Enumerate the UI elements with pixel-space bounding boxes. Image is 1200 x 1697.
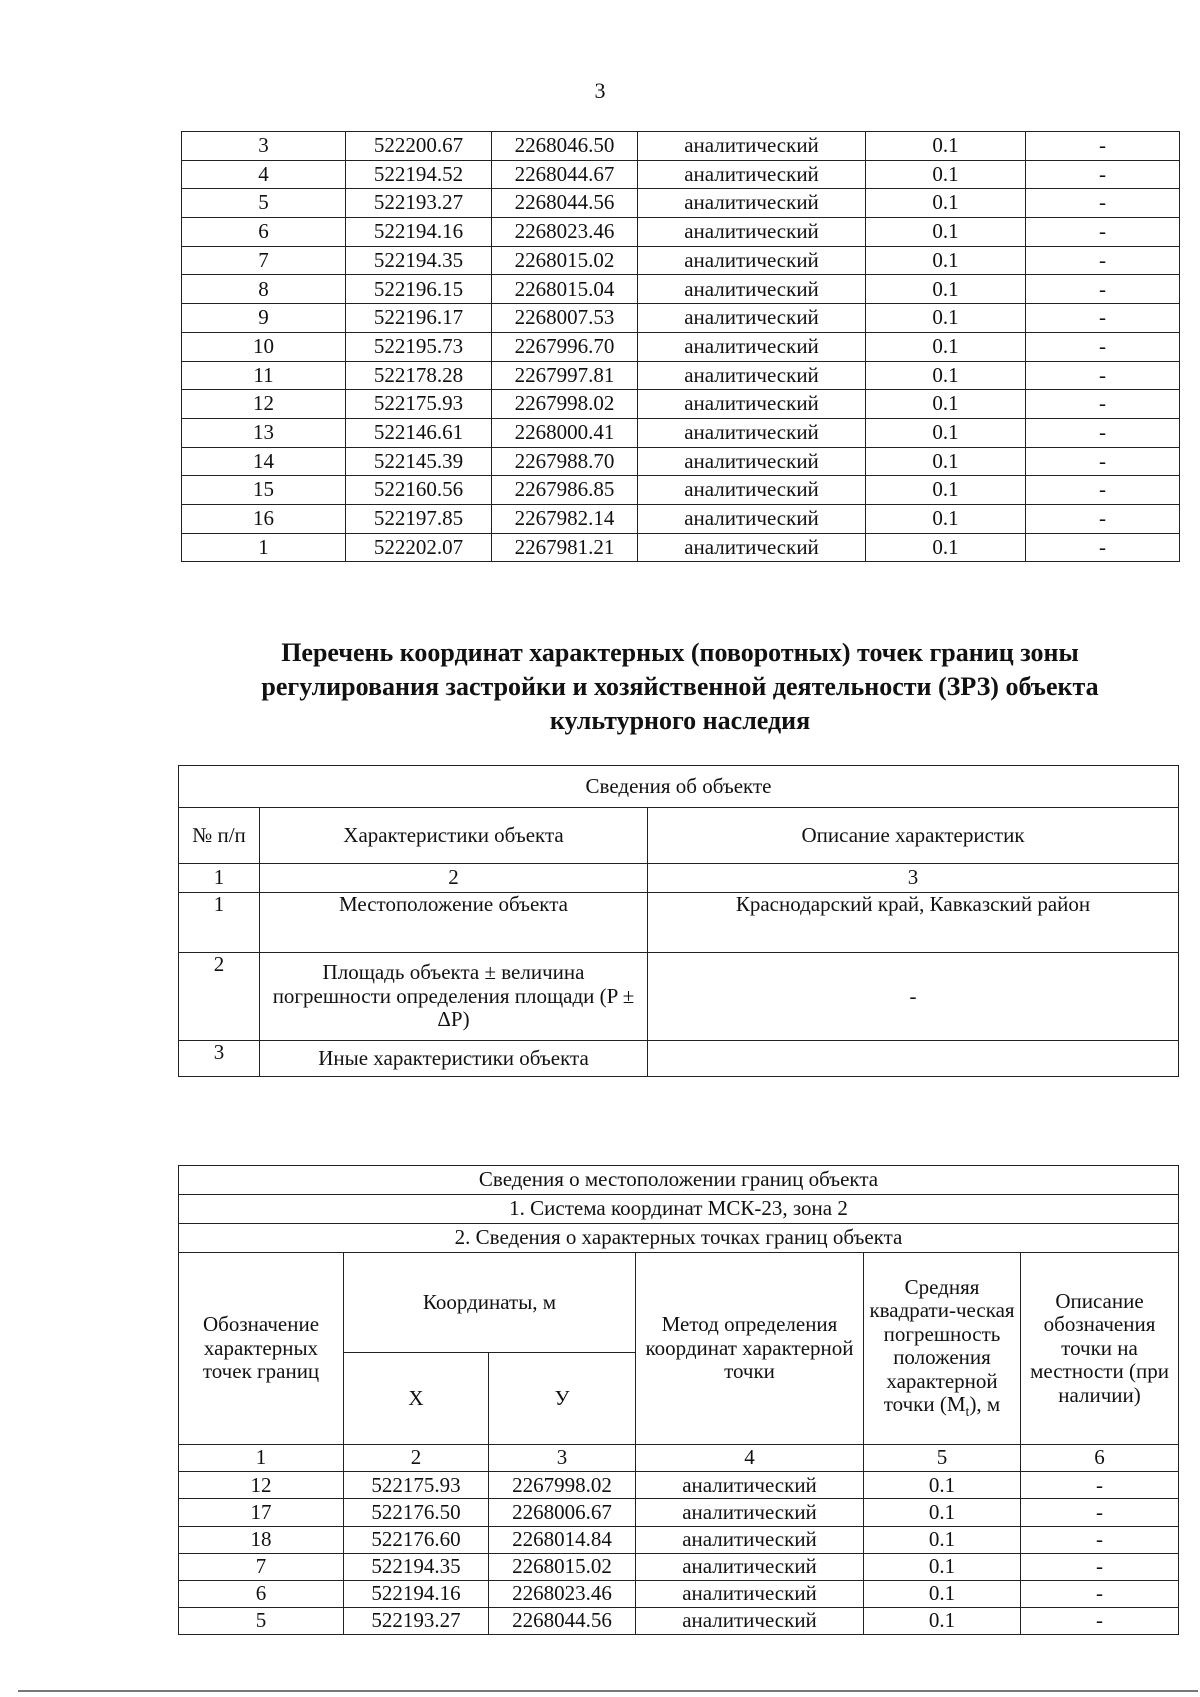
cell-method: аналитический [636, 1499, 864, 1526]
cell-coord-x: 522193.27 [346, 189, 492, 218]
cell-error: 0.1 [866, 504, 1026, 533]
table-row [182, 189, 1180, 218]
cell-error: 0.1 [866, 160, 1026, 189]
cell-description: - [1026, 390, 1180, 419]
col-index: 6 [1021, 1445, 1179, 1472]
col-x-header: X [344, 1353, 489, 1445]
cell-description: - [1026, 132, 1180, 161]
cell-method: аналитический [638, 246, 866, 275]
cell-coord-y: 2268023.46 [492, 218, 638, 247]
table-row [182, 447, 1180, 476]
cell-description: - [1021, 1553, 1179, 1580]
table-row [179, 1553, 1179, 1580]
col-index: 2 [344, 1445, 489, 1472]
cell-coord-y: 2268000.41 [492, 418, 638, 447]
cell-error: 0.1 [864, 1608, 1021, 1635]
cell-error: 0.1 [864, 1526, 1021, 1553]
cell-description: - [1026, 246, 1180, 275]
cell-error: 0.1 [864, 1499, 1021, 1526]
cell-error: 0.1 [866, 418, 1026, 447]
cell-error: 0.1 [866, 132, 1026, 161]
row-characteristic: Местоположение объекта [260, 893, 648, 953]
cell-point-id: 17 [179, 1499, 344, 1526]
cell-error: 0.1 [864, 1553, 1021, 1580]
row-description: Краснодарский край, Кавказский район [648, 893, 1179, 953]
cell-error: 0.1 [866, 533, 1026, 562]
cell-coord-x: 522194.35 [344, 1553, 489, 1580]
cell-coord-x: 522175.93 [346, 390, 492, 419]
cell-point-id: 13 [182, 418, 346, 447]
row-description [648, 1041, 1179, 1077]
cell-coord-x: 522145.39 [346, 447, 492, 476]
cell-coord-y: 2268044.67 [492, 160, 638, 189]
cell-point-id: 5 [182, 189, 346, 218]
cell-error: 0.1 [866, 275, 1026, 304]
col-num-header: № п/п [179, 808, 260, 864]
cell-method: аналитический [638, 361, 866, 390]
cell-coord-x: 522193.27 [344, 1608, 489, 1635]
cell-coord-x: 522176.60 [344, 1526, 489, 1553]
cell-description: - [1026, 447, 1180, 476]
cell-method: аналитический [638, 304, 866, 333]
cell-coord-x: 522197.85 [346, 504, 492, 533]
cell-coord-x: 522160.56 [346, 476, 492, 505]
cell-method: аналитический [636, 1580, 864, 1607]
cell-description: - [1026, 304, 1180, 333]
cell-error: 0.1 [866, 361, 1026, 390]
points-title: 2. Сведения о характерных точках границ объекта [179, 1224, 1179, 1253]
cell-error: 0.1 [866, 390, 1026, 419]
cell-coord-y: 2268014.84 [489, 1526, 636, 1553]
cell-description: - [1026, 218, 1180, 247]
table-row [182, 160, 1180, 189]
col-descr-header: Описание обозначения точки на местности (при наличии) [1021, 1253, 1179, 1445]
column-index-row [179, 1445, 1179, 1472]
cell-point-id: 10 [182, 332, 346, 361]
cell-coord-y: 2268023.46 [489, 1580, 636, 1607]
cell-coord-y: 2267997.81 [492, 361, 638, 390]
cell-point-id: 6 [179, 1580, 344, 1607]
cell-description: - [1026, 275, 1180, 304]
cell-coord-y: 2268046.50 [492, 132, 638, 161]
col-index: 3 [648, 864, 1179, 893]
cell-method: аналитический [638, 275, 866, 304]
table-row [182, 418, 1180, 447]
cell-error: 0.1 [866, 304, 1026, 333]
cell-coord-y: 2268044.56 [492, 189, 638, 218]
cell-description: - [1021, 1580, 1179, 1607]
cell-coord-x: 522194.35 [346, 246, 492, 275]
table-row [182, 304, 1180, 333]
cell-coord-y: 2267996.70 [492, 332, 638, 361]
row-characteristic: Площадь объекта ± величина погрешности определения площади (P ± ΔP) [260, 953, 648, 1041]
table-row [182, 361, 1180, 390]
col-coords-header: Координаты, м [344, 1253, 636, 1353]
table-row [182, 132, 1180, 161]
col-y-header: У [489, 1353, 636, 1445]
cell-error: 0.1 [864, 1580, 1021, 1607]
cell-coord-x: 522195.73 [346, 332, 492, 361]
cell-coord-y: 2267982.14 [492, 504, 638, 533]
cell-coord-x: 522176.50 [344, 1499, 489, 1526]
table-row [179, 1472, 1179, 1499]
cell-coord-x: 522194.16 [346, 218, 492, 247]
cell-coord-y: 2267988.70 [492, 447, 638, 476]
col-error-header: Средняя квадрати-ческая погрешность положения характерной точки $(M_t)$, м [864, 1253, 1021, 1445]
section-heading [170, 636, 1190, 738]
cell-error: 0.1 [864, 1472, 1021, 1499]
boundaries-title: Сведения о местоположении границ объекта [179, 1166, 1179, 1195]
cell-point-id: 9 [182, 304, 346, 333]
cell-error: 0.1 [866, 447, 1026, 476]
cell-description: - [1026, 533, 1180, 562]
cell-method: аналитический [638, 332, 866, 361]
table-row [182, 504, 1180, 533]
heading-line-3: культурного наследия [549, 706, 811, 735]
table-row [182, 275, 1180, 304]
col-characteristics-header: Характеристики объекта [260, 808, 648, 864]
cell-point-id: 8 [182, 275, 346, 304]
cell-coord-y: 2267998.02 [492, 390, 638, 419]
table-row [182, 246, 1180, 275]
cell-method: аналитический [638, 447, 866, 476]
cell-coord-x: 522175.93 [344, 1472, 489, 1499]
cell-method: аналитический [638, 390, 866, 419]
cell-description: - [1026, 189, 1180, 218]
cell-coord-x: 522146.61 [346, 418, 492, 447]
cell-error: 0.1 [866, 476, 1026, 505]
cell-point-id: 7 [179, 1553, 344, 1580]
object-info-title: Сведения об объекте [179, 766, 1179, 808]
cell-method: аналитический [638, 218, 866, 247]
heading-line-2: регулирования застройки и хозяйственной деятельности (ЗРЗ) объекта [261, 672, 1099, 701]
bottom-rule [18, 1690, 1198, 1692]
col-index: 4 [636, 1445, 864, 1472]
cell-point-id: 12 [179, 1472, 344, 1499]
cell-point-id: 7 [182, 246, 346, 275]
cell-coord-y: 2267986.85 [492, 476, 638, 505]
cell-point-id: 6 [182, 218, 346, 247]
col-index: 1 [179, 864, 260, 893]
cell-error: 0.1 [866, 246, 1026, 275]
table-row [179, 1608, 1179, 1635]
cell-error: 0.1 [866, 189, 1026, 218]
table-row [179, 1526, 1179, 1553]
cell-point-id: 14 [182, 447, 346, 476]
cell-coord-x: 522196.17 [346, 304, 492, 333]
cell-point-id: 11 [182, 361, 346, 390]
cell-description: - [1026, 361, 1180, 390]
row-description: - [648, 953, 1179, 1041]
cell-method: аналитический [636, 1472, 864, 1499]
cell-method: аналитический [638, 160, 866, 189]
cell-method: аналитический [638, 476, 866, 505]
col-index: 1 [179, 1445, 344, 1472]
cell-coord-x: 522194.52 [346, 160, 492, 189]
cell-coord-x: 522196.15 [346, 275, 492, 304]
cell-method: аналитический [638, 504, 866, 533]
cell-coord-y: 2268015.02 [489, 1553, 636, 1580]
table-row [182, 476, 1180, 505]
col-index: 5 [864, 1445, 1021, 1472]
row-characteristic: Иные характеристики объекта [260, 1041, 648, 1077]
cell-error: 0.1 [866, 332, 1026, 361]
cell-point-id: 12 [182, 390, 346, 419]
cell-point-id: 5 [179, 1608, 344, 1635]
cell-method: аналитический [638, 418, 866, 447]
cell-point-id: 1 [182, 533, 346, 562]
cell-coord-y: 2267981.21 [492, 533, 638, 562]
cell-coord-y: 2268007.53 [492, 304, 638, 333]
table-row [182, 390, 1180, 419]
table-row [179, 1580, 1179, 1607]
cell-description: - [1021, 1472, 1179, 1499]
cell-coord-y: 2268015.04 [492, 275, 638, 304]
cell-point-id: 3 [182, 132, 346, 161]
boundary-points-table [178, 1165, 1179, 1635]
cell-coord-y: 2267998.02 [489, 1472, 636, 1499]
coord-system: 1. Система координат МСК-23, зона 2 [179, 1195, 1179, 1224]
cell-description: - [1021, 1608, 1179, 1635]
table-row [179, 1499, 1179, 1526]
cell-point-id: 16 [182, 504, 346, 533]
cell-method: аналитический [638, 132, 866, 161]
table-row [182, 533, 1180, 562]
row-num: 1 [179, 893, 260, 953]
page-number: 3 [594, 78, 606, 103]
coordinates-table-continued [181, 131, 1180, 562]
table-row [182, 218, 1180, 247]
cell-coord-y: 2268015.02 [492, 246, 638, 275]
cell-description: - [1026, 332, 1180, 361]
cell-point-id: 15 [182, 476, 346, 505]
cell-description: - [1026, 418, 1180, 447]
row-num: 3 [179, 1041, 260, 1077]
row-num: 2 [179, 953, 260, 1041]
cell-method: аналитический [638, 189, 866, 218]
cell-point-id: 4 [182, 160, 346, 189]
cell-coord-x: 522202.07 [346, 533, 492, 562]
col-point-header: Обозначение характерных точек границ [179, 1253, 344, 1445]
col-index: 2 [260, 864, 648, 893]
cell-coord-x: 522200.67 [346, 132, 492, 161]
cell-description: - [1021, 1499, 1179, 1526]
cell-coord-y: 2268006.67 [489, 1499, 636, 1526]
cell-method: аналитический [636, 1608, 864, 1635]
col-method-header: Метод определения координат характерной точки [636, 1253, 864, 1445]
cell-coord-y: 2268044.56 [489, 1608, 636, 1635]
cell-method: аналитический [636, 1553, 864, 1580]
cell-description: - [1026, 476, 1180, 505]
cell-description: - [1026, 504, 1180, 533]
cell-point-id: 18 [179, 1526, 344, 1553]
table-row [182, 332, 1180, 361]
cell-method: аналитический [636, 1526, 864, 1553]
cell-coord-x: 522178.28 [346, 361, 492, 390]
col-index: 3 [489, 1445, 636, 1472]
heading-line-1: Перечень координат характерных (поворотных) точек границ зоны [281, 638, 1079, 667]
object-info-table [178, 765, 1179, 1077]
cell-description: - [1026, 160, 1180, 189]
cell-description: - [1021, 1526, 1179, 1553]
cell-method: аналитический [638, 533, 866, 562]
col-description-header: Описание характеристик [648, 808, 1179, 864]
cell-coord-x: 522194.16 [344, 1580, 489, 1607]
cell-error: 0.1 [866, 218, 1026, 247]
